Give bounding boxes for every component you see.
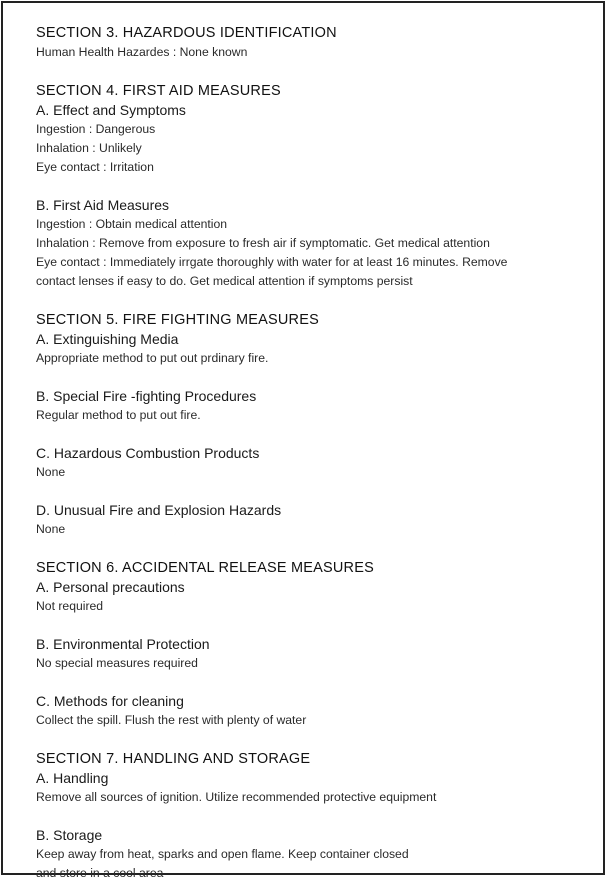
section-6-a-line: Not required — [36, 599, 104, 613]
section-6-c-title: C. Methods for cleaning — [36, 693, 184, 709]
section-4-title: SECTION 4. FIRST AID MEASURES — [36, 83, 281, 99]
section-6-a-title: A. Personal precautions — [36, 579, 185, 595]
section-3 — [36, 23, 596, 62]
section-4-a-line: Inhalation : Unlikely — [36, 141, 142, 155]
section-3-title: SECTION 3. HAZARDOUS IDENTIFICATION — [36, 25, 337, 41]
section-4-b-line: Ingestion : Obtain medical attention — [36, 217, 228, 231]
section-4-b-line: contact lenses if easy to do. Get medical attention if symptoms persist — [36, 274, 413, 288]
section-7-b-line: and store in a cool area — [36, 866, 164, 880]
section-4-a-line: Ingestion : Dangerous — [36, 122, 156, 136]
document-frame — [1, 1, 605, 880]
section-6-b-line: No special measures required — [36, 656, 198, 670]
section-5 — [36, 310, 596, 539]
section-5-b-title: B. Special Fire -fighting Procedures — [36, 388, 257, 404]
section-4-b-line: Inhalation : Remove from exposure to fresh air if symptomatic. Get medical attention — [36, 236, 490, 250]
section-4-a-title: A. Effect and Symptoms — [36, 102, 186, 118]
section-7-b-title: B. Storage — [36, 827, 103, 843]
section-4-b-title: B. First Aid Measures — [36, 197, 170, 213]
section-5-a-line: Appropriate method to put out prdinary fire. — [36, 351, 269, 365]
section-7-a-title: A. Handling — [36, 770, 109, 786]
section-7 — [36, 749, 596, 883]
section-6-b-title: B. Environmental Protection — [36, 636, 210, 652]
section-6-title: SECTION 6. ACCIDENTAL RELEASE MEASURES — [36, 560, 374, 576]
section-4-b-line: Eye contact : Immediately irrgate thoroughly with water for at least 16 minutes. Remove — [36, 255, 508, 269]
section-5-d-line: None — [36, 522, 66, 536]
section-4-a-line: Eye contact : Irritation — [36, 160, 154, 174]
section-7-a-line: Remove all sources of ignition. Utilize recommended protective equipment — [36, 790, 437, 804]
document-content — [36, 23, 596, 883]
section-5-c-line: None — [36, 465, 66, 479]
section-5-c-title: C. Hazardous Combustion Products — [36, 445, 260, 461]
section-5-a-title: A. Extinguishing Media — [36, 331, 179, 347]
section-7-title: SECTION 7. HANDLING AND STORAGE — [36, 751, 311, 767]
section-4 — [36, 81, 596, 291]
section-5-title: SECTION 5. FIRE FIGHTING MEASURES — [36, 312, 319, 328]
section-3-line: Human Health Hazardes : None known — [36, 45, 248, 59]
section-5-b-line: Regular method to put out fire. — [36, 408, 201, 422]
section-6 — [36, 558, 596, 730]
section-6-c-line: Collect the spill. Flush the rest with plenty of water — [36, 713, 307, 727]
section-7-b-line: Keep away from heat, sparks and open flame. Keep container closed — [36, 847, 409, 861]
section-5-d-title: D. Unusual Fire and Explosion Hazards — [36, 502, 282, 518]
